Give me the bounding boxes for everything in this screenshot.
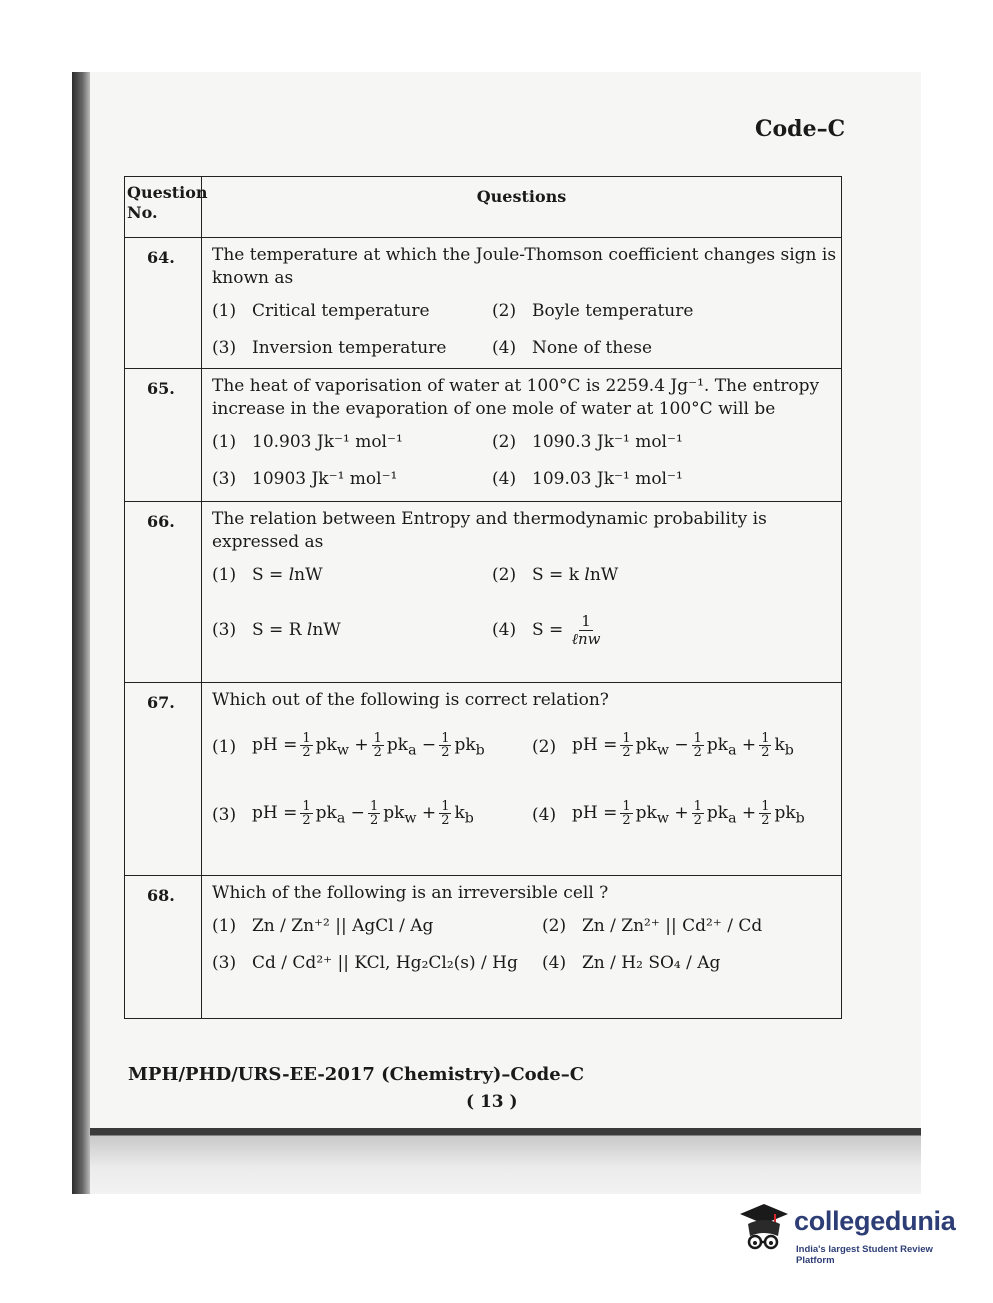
option-1: (1) Zn / Zn⁺² || AgCl / Ag — [212, 916, 434, 936]
option-3: (3) 10903 Jk⁻¹ mol⁻¹ — [212, 469, 398, 489]
question-number: 64. — [125, 238, 202, 369]
option-4: (4) pH = $\frac{1}{2}$ $pk_w$ + $\frac{1}{2}$ $pk_a$ + $\frac{1}{2}$ $pk_b$ — [532, 799, 805, 829]
table-header-row — [125, 177, 842, 238]
option-4: (4) S = $\frac{1}{\text{ℓnw}}$ — [492, 612, 601, 648]
question-row — [125, 876, 842, 1019]
logo-wordmark: collegedunia — [794, 1206, 956, 1236]
binding-shadow — [72, 72, 90, 1194]
collegedunia-logo — [738, 1198, 963, 1266]
questions-table — [124, 176, 842, 1019]
question-stem: Which of the following is an irreversible cell ? — [212, 883, 609, 903]
question-stem: The heat of vaporisation of water at 100°C is 2259.4 Jg⁻¹. The entropy increase in the evaporation of one mole of water at 100°C will be — [212, 376, 820, 419]
option-3: (3) pH = $\frac{1}{2}$ $pk_a$ − $\frac{1}{2}$ $pk_w$ + $\frac{1}{2}$ $k_b$ — [212, 799, 474, 829]
option-1: (1) 10.903 Jk⁻¹ mol⁻¹ — [212, 432, 403, 452]
logo-tagline: India's largest Student Review Platform — [796, 1244, 933, 1266]
option-1: (1) pH = $\frac{1}{2}$ $pk_w$ + $\frac{1}{2}$ $pk_a$ − $\frac{1}{2}$ $pk_b$ — [212, 731, 485, 760]
graduate-mascot-icon — [738, 1202, 790, 1254]
option-3: (3) Inversion temperature — [212, 338, 447, 358]
option-1: (1) Critical temperature — [212, 301, 430, 321]
question-number: 66. — [125, 502, 202, 683]
question-row — [125, 502, 842, 683]
option-2: (2) pH = $\frac{1}{2}$ $pk_w$ − $\frac{1}{2}$ $pk_a$ + $\frac{1}{2}$ $k_b$ — [532, 731, 794, 760]
paper-code: Code–C — [755, 116, 846, 142]
question-number: 68. — [125, 876, 202, 1019]
option-2: (2) 1090.3 Jk⁻¹ mol⁻¹ — [492, 432, 683, 452]
column-header-questions: Questions — [202, 177, 842, 238]
question-stem: The temperature at which the Joule-Thomson coefficient changes sign is known as — [212, 245, 837, 288]
bottom-edge-shadow — [90, 1128, 921, 1194]
page-number: ( 13 ) — [466, 1092, 518, 1112]
option-4: (4) Zn / H₂ SO₄ / Ag — [542, 953, 721, 973]
question-row — [125, 238, 842, 369]
option-3: (3) Cd / Cd²⁺ || KCl, Hg₂Cl₂(s) / Hg — [212, 953, 518, 973]
option-2: (2) Boyle temperature — [492, 301, 694, 321]
question-row — [125, 369, 842, 502]
question-stem: The relation between Entropy and thermodynamic probability is expressed as — [212, 509, 767, 552]
question-stem: Which out of the following is correct relation? — [212, 690, 609, 710]
question-number: 65. — [125, 369, 202, 502]
option-1: (1) S = lnW — [212, 565, 323, 585]
footer-title: MPH/PHD/URS-EE-2017 (Chemistry)–Code–C — [128, 1064, 585, 1085]
question-row — [125, 683, 842, 876]
column-header-question-no: Question No. — [125, 177, 202, 238]
option-2: (2) Zn / Zn²⁺ || Cd²⁺ / Cd — [542, 916, 763, 936]
option-3: (3) S = R lnW — [212, 620, 341, 640]
option-4: (4) 109.03 Jk⁻¹ mol⁻¹ — [492, 469, 683, 489]
option-4: (4) None of these — [492, 338, 653, 358]
option-2: (2) S = k lnW — [492, 565, 619, 585]
question-number: 67. — [125, 683, 202, 876]
